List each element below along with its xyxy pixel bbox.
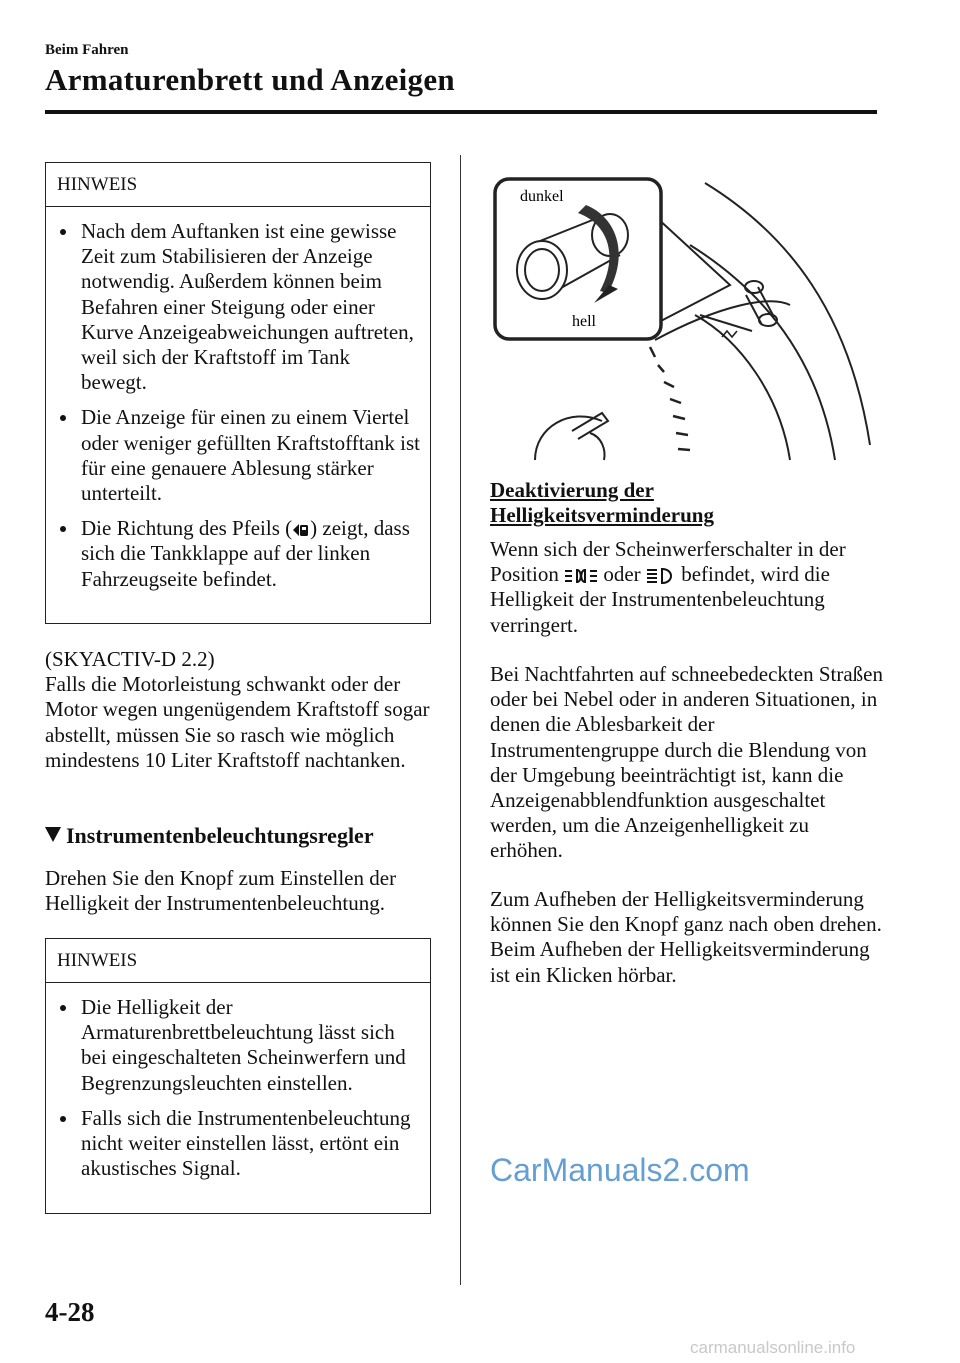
dimmer-knob-illustration — [490, 175, 878, 465]
triangle-marker-icon — [45, 827, 61, 842]
label-dark: dunkel — [520, 188, 564, 205]
note-item: Nach dem Auftanken ist eine gewisse Zeit zum Stabilisieren der Anzeige notwendig. Außerdem können beim Befahren einer Steigung oder einer Kurve Anzeigeabweichungen auftreten, weil sich der Kraftstoff im Tank bewegt. — [81, 219, 420, 395]
note-item-arrow — [81, 516, 420, 592]
note-text: ) zeigt, dass sich die Tankklappe auf der linken Fahrzeugseite befindet. — [81, 516, 410, 591]
paragraph — [490, 537, 885, 638]
note-item: Falls sich die Instrumentenbeleuchtung nicht weiter einstellen lässt, ertönt ein akustisches Signal. — [81, 1106, 420, 1182]
parking-light-icon — [564, 568, 598, 584]
note-item: Die Anzeige für einen zu einem Viertel oder weniger gefüllten Kraftstofftank ist für eine genauere Ablesung stärker unterteilt. — [81, 405, 421, 506]
section-body: Drehen Sie den Knopf zum Einstellen der Helligkeit der Instrumentenbeleuchtung. — [45, 866, 397, 916]
paragraph-text: oder — [598, 562, 646, 587]
paragraph: Bei Nachtfahrten auf schneebedeckten Straßen oder bei Nebel oder in anderen Situationen, in denen die Ablesbarkeit der Instrumentengruppe durch die Blendung von der Umgebung beeinträchtigt ist, kann die Anzeigenabblendfunktion ausgeschaltet werden, um die Anzeigenhelligkeit zu erhöhen. — [490, 662, 883, 863]
paragraph-text: befindet, wird die Helligkeit der Instrumentenbeleuchtung verringert. — [490, 562, 830, 637]
page-number: 4-28 — [45, 1297, 95, 1327]
note-list — [46, 207, 430, 592]
column-divider — [460, 155, 461, 1285]
paragraph-text: Falls die Motorleistung schwankt oder der Motor wegen ungenügendem Kraftstoff sogar abstellt, müssen Sie so rasch wie möglich mindestens 10 Liter Kraftstoff nachtanken. — [45, 672, 430, 772]
section-label: Beim Fahren — [45, 42, 129, 58]
fuel-door-arrow-icon — [292, 522, 310, 538]
watermark: CarManuals2.com — [490, 1152, 750, 1188]
note-item: Die Helligkeit der Armaturenbrettbeleuchtung lässt sich bei eingeschalteten Scheinwerfern und Begrenzungsleuchten einstellen. — [81, 995, 420, 1096]
note-heading: HINWEIS — [46, 939, 430, 983]
engine-variant: (SKYACTIV-D 2.2) — [45, 647, 215, 671]
paragraph: Zum Aufheben der Helligkeitsverminderung können Sie den Knopf ganz nach oben drehen. Beim Aufheben der Helligkeitsverminderung ist ein Klicken hörbar. — [490, 887, 882, 987]
label-bright: hell — [572, 313, 596, 330]
section-heading — [45, 823, 374, 849]
note-text: Die Richtung des Pfeils ( — [81, 516, 293, 541]
page-title: Armaturenbrett und Anzeigen — [45, 62, 455, 97]
note-box-fuel — [45, 162, 431, 624]
note-box-illumination — [45, 938, 431, 1214]
skyactiv-paragraph — [45, 647, 445, 773]
footer-watermark: carmanualsonline.info — [690, 1338, 856, 1357]
note-list — [46, 983, 430, 1181]
section-heading-text: Instrumentenbeleuchtungsregler — [66, 823, 374, 848]
note-heading: HINWEIS — [46, 163, 430, 207]
header-rule — [45, 110, 877, 114]
paragraph-text: Wenn sich der Scheinwerferschalter in der Position — [490, 537, 846, 587]
subheading: Deaktivierung der Helligkeitsverminderung — [490, 478, 714, 528]
headlight-icon — [646, 568, 676, 584]
